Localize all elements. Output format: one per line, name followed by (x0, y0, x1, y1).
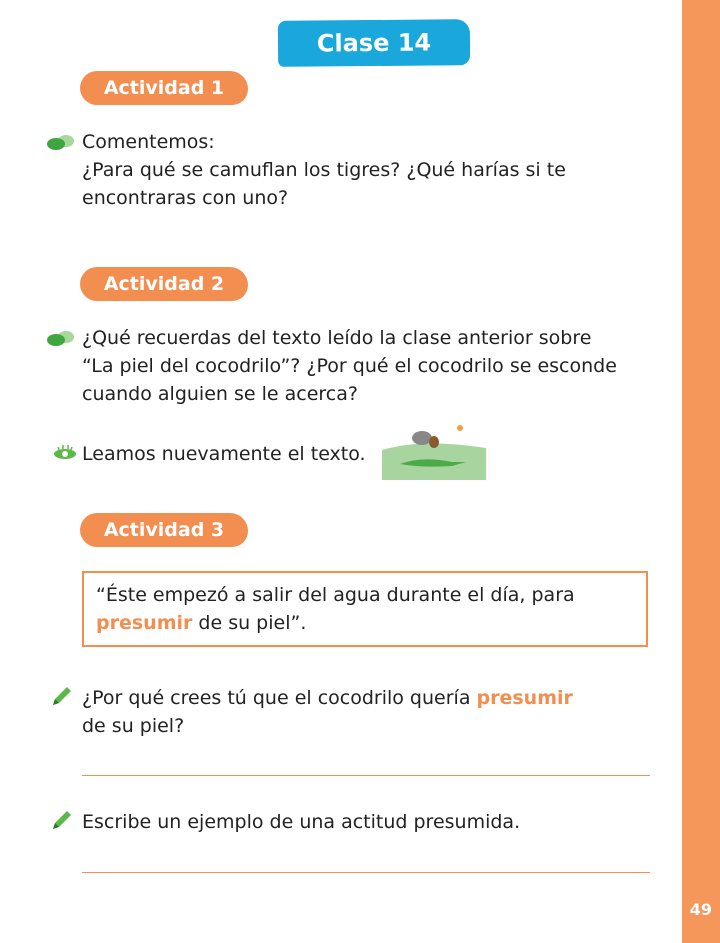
activity-2-line: “La piel del cocodrilo”? ¿Por qué el cocodrilo se esconde (82, 355, 617, 377)
activity-1-line: ¿Para qué se camuflan los tigres? ¿Qué harías si te (82, 159, 566, 181)
answer-line-2[interactable] (82, 872, 650, 873)
speech-bubbles-icon (46, 330, 76, 348)
side-stripe (682, 0, 720, 943)
highlight-word: presumir (96, 612, 193, 634)
activity-2-line: cuando alguien se le acerca? (82, 383, 358, 405)
speech-bubbles-icon (46, 134, 76, 152)
answer-line-1[interactable] (82, 775, 650, 776)
question-1-cont: de su piel? (82, 715, 185, 737)
class-title: Clase 14 (278, 19, 470, 67)
pencil-icon (50, 808, 74, 832)
activity-3-label: Actividad 3 (80, 513, 248, 547)
activity-1-label: Actividad 1 (80, 71, 248, 105)
question-2: Escribe un ejemplo de una actitud presumida. (82, 811, 521, 833)
highlight-word: presumir (476, 687, 573, 709)
read-again-text: Leamos nuevamente el texto. (82, 443, 366, 465)
activity-2-line: ¿Qué recuerdas del texto leído la clase anterior sobre (82, 327, 592, 349)
activity-1-line: encontraras con uno? (82, 187, 289, 209)
page-number: 49 (689, 900, 712, 919)
activity-2-label: Actividad 2 (80, 267, 248, 301)
pencil-icon (50, 684, 74, 708)
activity-1-heading: Comentemos: (82, 131, 215, 153)
quote-line: “Éste empezó a salir del agua durante el día, para (96, 584, 575, 606)
question-1-text: ¿Por qué crees tú que el cocodrilo quería (82, 687, 477, 709)
question-1 (82, 684, 573, 712)
crocodile-illustration (382, 420, 486, 480)
quote-line: de su piel”. (192, 612, 307, 634)
eye-icon (52, 444, 78, 460)
quote-box (82, 571, 648, 647)
